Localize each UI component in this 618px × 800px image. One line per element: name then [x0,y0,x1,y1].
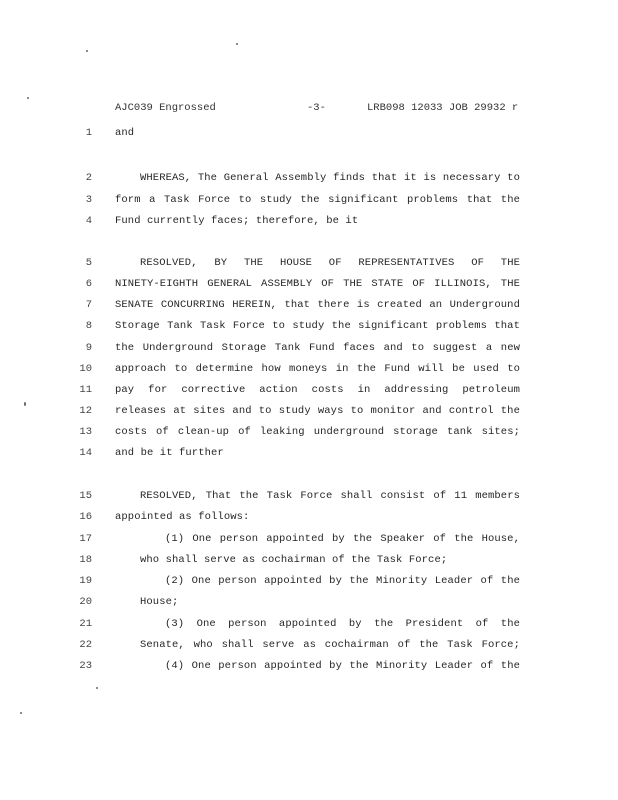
line-number: 20 [79,596,92,608]
line-text: costs of clean-up of leaking underground storage tank sites; [115,426,520,438]
line-number: 15 [79,490,92,502]
page-number: -3- [307,102,326,114]
document-line [0,194,618,210]
line-text: Senate, who shall serve as cochairman of the Task Force; [140,639,520,651]
document-line [0,426,618,442]
document-line [0,596,618,612]
document-line [0,533,618,549]
document-line [0,575,618,591]
line-number: 23 [79,660,92,672]
scan-speck [236,43,238,45]
line-number: 12 [79,405,92,417]
line-number: 22 [79,639,92,651]
document-line [0,278,618,294]
line-text: NINETY-EIGHTH GENERAL ASSEMBLY OF THE STATE OF ILLINOIS, THE [115,278,520,290]
line-number: 11 [79,384,92,396]
document-line [0,490,618,506]
document-line [0,660,618,676]
document-line [0,215,618,231]
document-line [0,320,618,336]
scan-speck [24,402,26,406]
line-number: 1 [85,127,92,139]
line-number: 9 [85,342,92,354]
line-number: 10 [79,363,92,375]
document-line [0,384,618,400]
line-text: Storage Tank Task Force to study the significant problems that [115,320,520,332]
line-text: the Underground Storage Tank Fund faces and to suggest a new [115,342,520,354]
line-text: pay for corrective action costs in addressing petroleum [115,384,520,396]
line-text: (3) One person appointed by the President of the [165,618,520,630]
line-text: (1) One person appointed by the Speaker of the House, [165,533,520,545]
document-line [0,511,618,527]
line-number: 8 [85,320,92,332]
line-text: WHEREAS, The General Assembly finds that it is necessary to [140,172,520,184]
document-line [0,127,618,143]
line-text: who shall serve as cochairman of the Task Force; [140,554,448,566]
line-number: 19 [79,575,92,587]
line-number: 17 [79,533,92,545]
line-number: 5 [85,257,92,269]
line-number: 21 [79,618,92,630]
document-line [0,172,618,188]
document-line [0,639,618,655]
scan-speck [27,97,29,99]
line-number: 7 [85,299,92,311]
document-line [0,257,618,273]
line-text: and [115,127,135,139]
line-number: 3 [85,194,92,206]
line-text: releases at sites and to study ways to monitor and control the [115,405,520,417]
line-text: Fund currently faces; therefore, be it [115,215,359,227]
line-text: appointed as follows: [115,511,250,523]
document-line [0,554,618,570]
line-text: approach to determine how moneys in the Fund will be used to [115,363,520,375]
line-number: 6 [85,278,92,290]
bill-identifier: AJC039 Engrossed [115,102,216,114]
line-text: form a Task Force to study the significant problems that the [115,194,520,206]
line-text: SENATE CONCURRING HEREIN, that there is created an Underground [115,299,520,311]
scan-speck [96,687,98,689]
line-number: 16 [79,511,92,523]
line-text: (4) One person appointed by the Minority Leader of the [165,660,520,672]
line-number: 14 [79,447,92,459]
lrb-reference: LRB098 12033 JOB 29932 r [367,102,519,114]
line-number: 18 [79,554,92,566]
line-text: RESOLVED, BY THE HOUSE OF REPRESENTATIVES OF THE [140,257,520,269]
scan-speck [86,50,88,52]
line-number: 2 [85,172,92,184]
document-line [0,618,618,634]
line-text: (2) One person appointed by the Minority Leader of the [165,575,520,587]
document-line [0,363,618,379]
line-number: 4 [85,215,92,227]
document-line [0,299,618,315]
line-text: RESOLVED, That the Task Force shall consist of 11 members [140,490,520,502]
document-line [0,342,618,358]
line-text: House; [140,596,179,608]
document-line [0,447,618,463]
document-line [0,405,618,421]
line-text: and be it further [115,447,224,459]
line-number: 13 [79,426,92,438]
scan-speck [20,712,22,714]
